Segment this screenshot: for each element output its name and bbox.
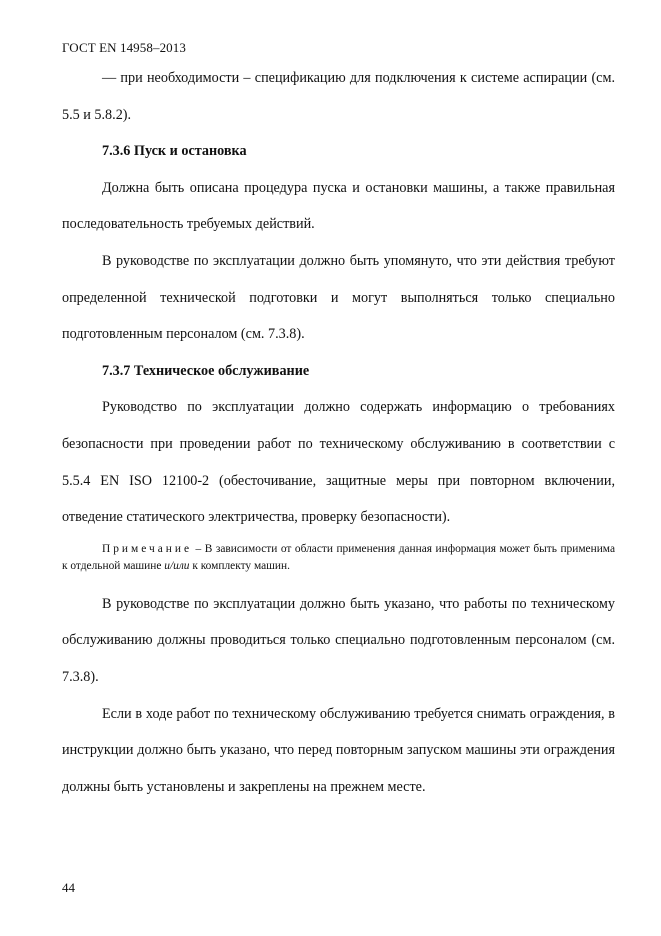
note-label: Примечание bbox=[102, 542, 193, 555]
page-body bbox=[62, 60, 615, 805]
section-heading-7-3-6: 7.3.6 Пуск и остановка bbox=[102, 143, 247, 160]
paragraph-maintenance-personnel: В руководстве по эксплуатации должно быть указано, что работы по техническому обслуживанию должны проводиться только специально подготовленным персоналом (см. 7.3.8). bbox=[62, 595, 615, 685]
note bbox=[62, 541, 615, 575]
page-number: 44 bbox=[62, 880, 75, 895]
note-text-before: – В зависимости от области применения данная информация может быть применима к отдельной машине bbox=[62, 542, 615, 572]
document-header: ГОСТ EN 14958–2013 bbox=[62, 40, 186, 55]
paragraph-guards-reinstall: Если в ходе работ по техническому обслуживанию требуется снимать ограждения, в инструкции должно быть указано, что перед повторным запуском машины эти ограждения должны быть установлены и закреплены на прежнем месте. bbox=[62, 705, 615, 795]
list-item-aspiration: — при необходимости – спецификацию для подключения к системе аспирации (см. 5.5 и 5.8.2). bbox=[62, 70, 615, 123]
section-heading-7-3-7: 7.3.7 Техническое обслуживание bbox=[102, 362, 310, 379]
paragraph-startup-personnel: В руководстве по эксплуатации должно быть упомянуто, что эти действия требуют определенной технической подготовки и могут выполняться только специально подготовленным персоналом (см. 7.3.8). bbox=[62, 252, 615, 343]
paragraph-startup-procedure: Должна быть описана процедура пуска и остановки машины, а также правильная последовательность требуемых действий. bbox=[62, 179, 615, 233]
note-text-after: к комплекту машин. bbox=[189, 559, 290, 572]
note-text-italic: и/или bbox=[164, 559, 190, 572]
paragraph-maintenance-safety: Руководство по эксплуатации должно содержать информацию о требованиях безопасности при проведении работ по техническому обслуживанию в соответствии с 5.5.4 EN ISO 12100-2 (обесточивание, защитные меры при повторном включении, отведение статического электричества, проверку безопасности). bbox=[62, 399, 615, 526]
